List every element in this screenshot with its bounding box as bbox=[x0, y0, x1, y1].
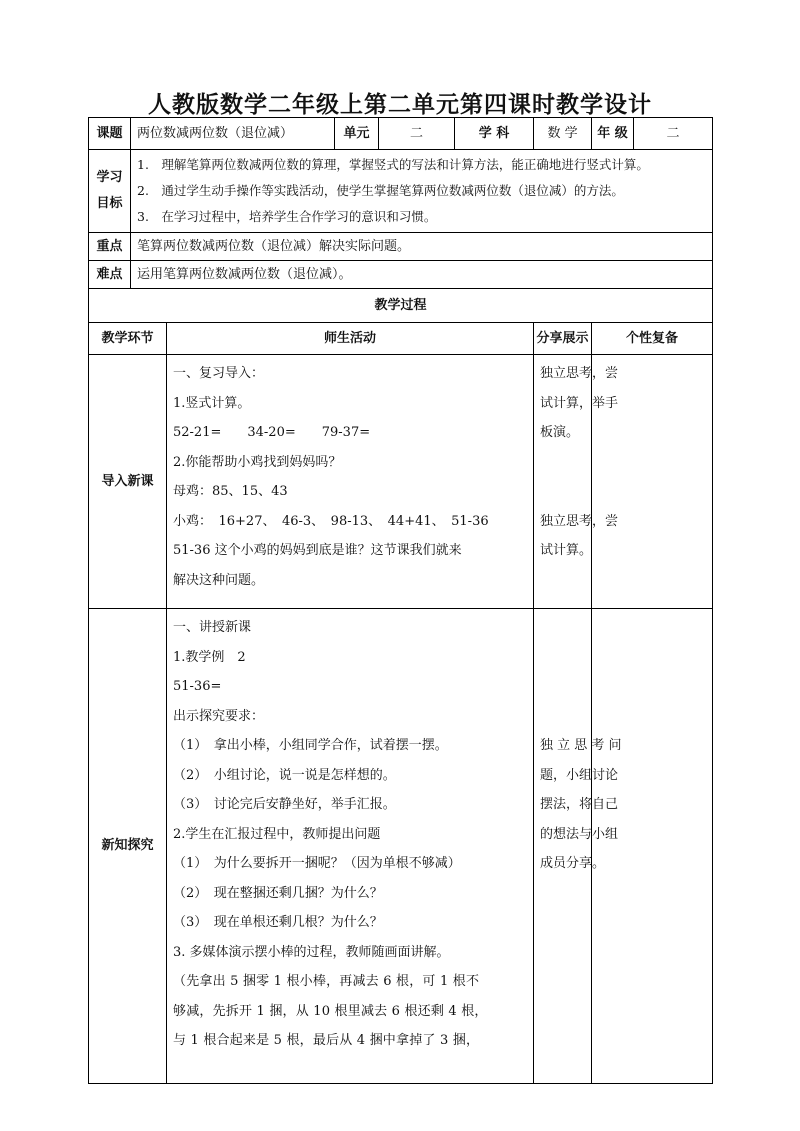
share-line: 的想法与小组 bbox=[540, 826, 619, 842]
activity-line: （先拿出 5 捆零 1 根小棒，再减去 6 根，可 1 根不 bbox=[173, 974, 480, 989]
section-new-share bbox=[534, 609, 622, 1084]
goals-list bbox=[131, 150, 713, 233]
activity-line: （3） 现在单根还剩几根？为什么？ bbox=[173, 915, 383, 930]
share-line bbox=[540, 643, 585, 673]
activity-line: 1.教学例 2 bbox=[173, 649, 246, 665]
activity-line: （1） 为什么要拆开一捆呢？（因为单根不够减） bbox=[173, 856, 461, 871]
lesson-plan-table bbox=[88, 117, 713, 1084]
col-activity: 师生活动 bbox=[167, 323, 534, 355]
activity-line: 52-21= 34-20= 79-37= bbox=[173, 425, 371, 440]
col-prep: 个性复备 bbox=[592, 323, 713, 355]
share-line bbox=[540, 702, 585, 732]
goal-item: 3. 在学习过程中，培养学生合作学习的意识和习惯。 bbox=[137, 209, 437, 224]
key-point-value: 笔算两位数减两位数（退位减）解决实际问题。 bbox=[131, 233, 713, 261]
unit-value: 二 bbox=[379, 118, 455, 150]
share-line: 试计算。 bbox=[540, 543, 593, 558]
activity-line: 一、讲授新课 bbox=[173, 620, 252, 635]
section-intro-prep bbox=[592, 355, 713, 609]
document-title: 人教版数学二年级上第二单元第四课时教学设计 bbox=[148, 92, 652, 118]
share-line: 独立思考，尝 bbox=[540, 513, 619, 529]
topic-label: 课题 bbox=[89, 118, 131, 150]
activity-line: （3） 讨论完后安静坐好，举手汇报。 bbox=[173, 797, 396, 812]
difficulty-label: 难点 bbox=[89, 261, 131, 289]
col-share: 分享展示 bbox=[534, 323, 592, 355]
activity-line: 2.你能帮助小鸡找到妈妈吗？ bbox=[173, 454, 342, 470]
section-intro-share bbox=[534, 355, 619, 609]
activity-line: 小鸡： 16+27、 46-3、 98-13、 44+41、 51-36 bbox=[173, 513, 489, 529]
activity-line: 3. 多媒体演示摆小棒的过程，教师随画面讲解。 bbox=[173, 944, 450, 960]
activity-line: 出示探究要求： bbox=[173, 708, 265, 724]
section-intro-activity bbox=[167, 355, 534, 609]
col-stage: 教学环节 bbox=[89, 323, 167, 355]
goals-label bbox=[89, 150, 131, 233]
activity-line: 母鸡：85、15、43 bbox=[173, 484, 288, 499]
subject-value: 数 学 bbox=[534, 118, 592, 150]
share-line: 摆法，将自己 bbox=[540, 797, 619, 812]
activity-line: （1） 拿出小棒，小组同学合作，试着摆一摆。 bbox=[173, 738, 448, 753]
unit-label: 单元 bbox=[335, 118, 379, 150]
key-point-label: 重点 bbox=[89, 233, 131, 261]
activity-line: 1.竖式计算。 bbox=[173, 395, 251, 411]
share-line: 试计算，举手 bbox=[540, 395, 619, 411]
share-line bbox=[540, 672, 585, 702]
activity-line: 51-36= bbox=[173, 679, 222, 694]
header-row bbox=[89, 118, 713, 150]
activity-line: 解决这种问题。 bbox=[173, 572, 265, 588]
activity-line: 一、复习导入： bbox=[173, 366, 265, 381]
goals-label-line2: 目标 bbox=[96, 196, 123, 211]
share-line bbox=[540, 613, 585, 643]
key-point-row bbox=[89, 233, 713, 261]
activity-line: 51-36 这个小鸡的妈妈到底是谁？这节课我们就来 bbox=[173, 543, 462, 558]
difficulty-row bbox=[89, 261, 713, 289]
goals-label-line1: 学习 bbox=[96, 170, 123, 185]
share-line: 独 立 思 考 问 bbox=[540, 738, 622, 753]
activity-line: 与 1 根合起来是 5 根，最后从 4 捆中拿掉了 3 捆， bbox=[173, 1033, 480, 1048]
section-new-prep bbox=[592, 609, 713, 1084]
goals-row bbox=[89, 150, 713, 233]
goal-item: 1. 理解笔算两位数减两位数的算理，掌握竖式的写法和计算方法，能正确地进行竖式计算。 bbox=[137, 157, 649, 172]
goal-item: 2. 通过学生动手操作等实践活动，使学生掌握笔算两位数减两位数（退位减）的方法。 bbox=[137, 183, 624, 198]
subject-label: 学 科 bbox=[455, 118, 534, 150]
activity-line: 2.学生在汇报过程中，教师提出问题 bbox=[173, 826, 381, 842]
activity-line: （2） 现在整捆还剩几捆？为什么？ bbox=[173, 885, 383, 901]
section-new-activity bbox=[167, 609, 534, 1084]
share-line: 成员分享。 bbox=[540, 856, 606, 871]
grade-label: 年 级 bbox=[592, 118, 634, 150]
share-line: 题，小组讨论 bbox=[540, 767, 619, 783]
section-intro-name: 导入新课 bbox=[89, 355, 167, 609]
share-line bbox=[540, 448, 585, 478]
grade-value: 二 bbox=[634, 118, 713, 150]
activity-line: （2） 小组讨论，说一说是怎样想的。 bbox=[173, 767, 396, 783]
process-title-row bbox=[89, 289, 713, 323]
process-title: 教学过程 bbox=[89, 289, 713, 323]
topic-value: 两位数减两位数（退位减） bbox=[131, 118, 335, 150]
process-header-row bbox=[89, 323, 713, 355]
share-line bbox=[540, 477, 585, 507]
activity-line: 够减，先拆开 1 捆，从 10 根里减去 6 根还剩 4 根， bbox=[173, 1003, 488, 1019]
section-new-name: 新知探究 bbox=[89, 609, 167, 1084]
section-new-row bbox=[89, 609, 713, 1084]
share-line: 板演。 bbox=[540, 425, 580, 440]
section-intro-row bbox=[89, 355, 713, 609]
share-line: 独立思考，尝 bbox=[540, 366, 619, 381]
difficulty-value: 运用笔算两位数减两位数（退位减）。 bbox=[131, 261, 713, 289]
